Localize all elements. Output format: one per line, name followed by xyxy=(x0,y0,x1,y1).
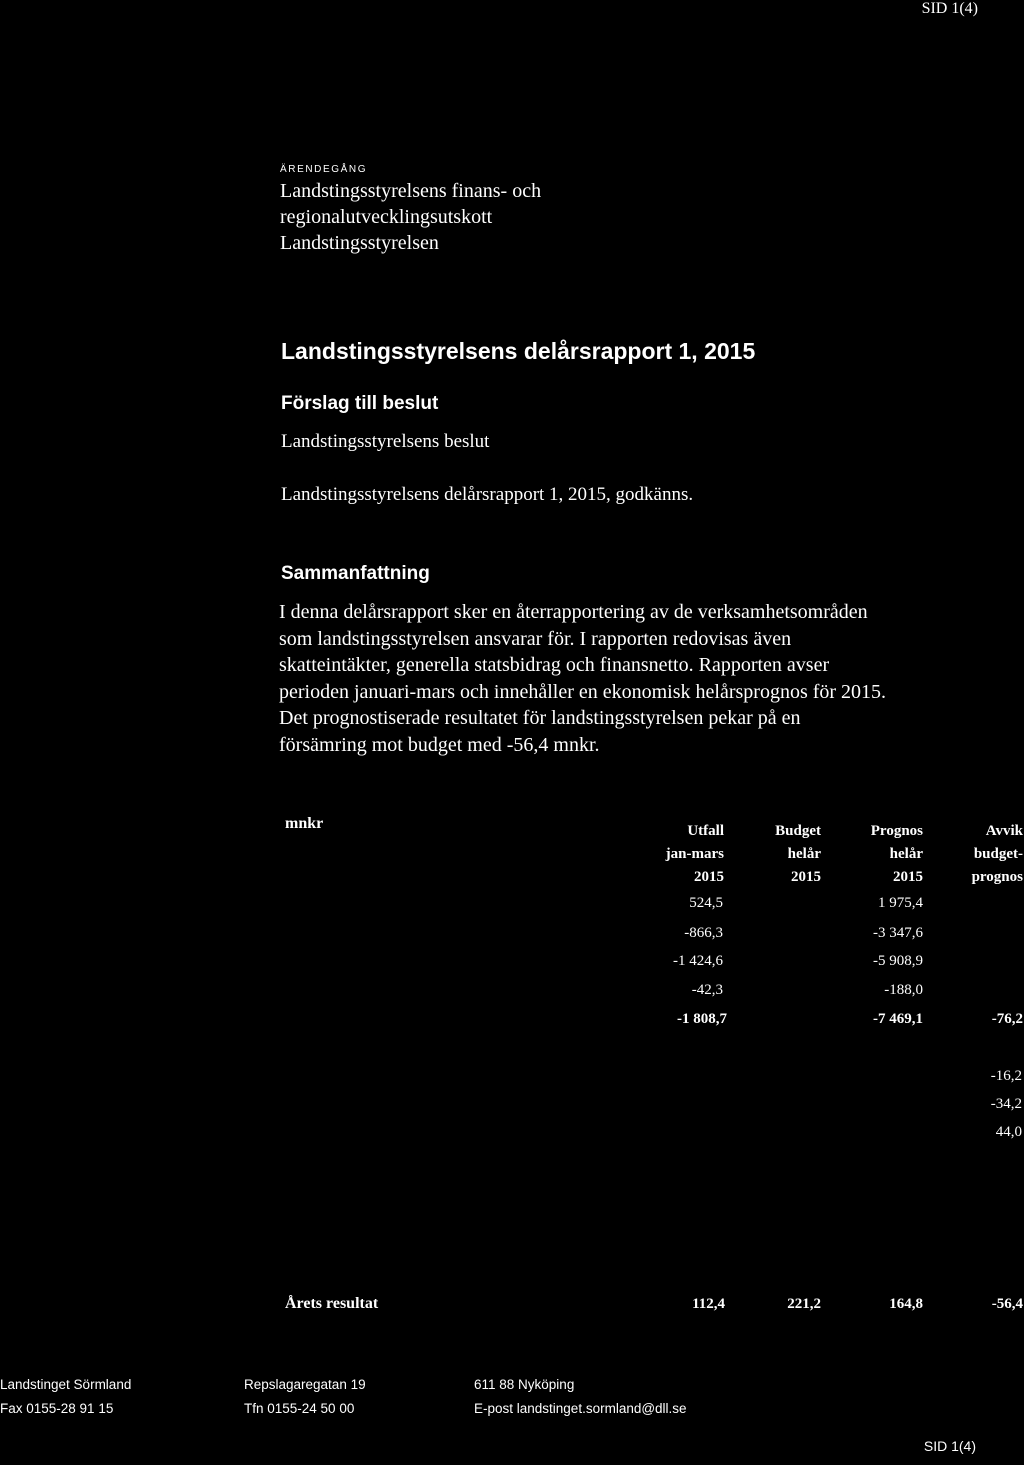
summary-line: skatteintäkter, generella statsbidrag och finansnetto. Rapporten avser xyxy=(279,654,830,676)
document-title: Landstingsstyrelsens delårsrapport 1, 2015 xyxy=(281,338,756,364)
routing-line: Landstingsstyrelsens finans- och xyxy=(280,180,542,202)
footer-street: Repslagaregatan 19 xyxy=(244,1377,366,1392)
result-cell: 164,8 xyxy=(889,1296,923,1312)
footer-postal-address: 611 88 Nyköping xyxy=(474,1377,575,1392)
decision-text: Landstingsstyrelsens delårsrapport 1, 2015, godkänns. xyxy=(281,484,694,505)
table-cell: -42,3 xyxy=(691,982,723,998)
result-cell: -56,4 xyxy=(991,1296,1023,1312)
summary-line: som landstingsstyrelsen ansvarar för. I rapporten redovisas även xyxy=(279,627,792,650)
summary-paragraph xyxy=(279,599,886,758)
footer-phone: Tfn 0155-24 50 00 xyxy=(244,1401,355,1416)
footer-email: E-post landstinget.sormland@dll.se xyxy=(474,1401,687,1416)
summary-line: försämring mot budget med -56,4 mnkr. xyxy=(279,733,600,756)
summary-heading: Sammanfattning xyxy=(281,563,430,584)
table-cell: -1 424,6 xyxy=(673,953,723,969)
table-cell: -76,2 xyxy=(991,1011,1023,1027)
column-header-avvik: Avvik budget- prognos xyxy=(971,823,1023,885)
page-number-footer: SID 1(4) xyxy=(923,1438,976,1454)
table-cell: -1 808,7 xyxy=(677,1011,727,1027)
summary-line: I denna delårsrapport sker en återrapportering av de verksamhetsområden xyxy=(279,601,868,623)
table-cell: 44,0 xyxy=(995,1124,1022,1140)
routing-line: Landstingsstyrelsen xyxy=(280,232,439,254)
column-header-utfall: Utfall jan-mars 2015 xyxy=(665,823,724,885)
table-cell: 1 975,4 xyxy=(878,895,923,911)
result-row-label: Årets resultat xyxy=(285,1295,379,1312)
decision-maker: Landstingsstyrelsens beslut xyxy=(281,431,490,452)
footer-fax: Fax 0155-28 91 15 xyxy=(0,1401,114,1416)
column-header-budget: Budget helår 2015 xyxy=(775,823,821,885)
table-cell: -7 469,1 xyxy=(873,1011,923,1027)
result-cell: 112,4 xyxy=(692,1296,725,1312)
summary-line: perioden januari-mars och innehåller en ekonomisk helårsprognos för 2015. xyxy=(279,680,887,703)
table-cell: 524,5 xyxy=(689,895,723,911)
table-cell: -3 347,6 xyxy=(873,925,923,941)
footer-organization: Landstinget Sörmland xyxy=(0,1377,132,1392)
summary-line: Det prognostiserade resultatet för landstingsstyrelsen pekar på en xyxy=(279,707,801,729)
table-cell: -34,2 xyxy=(990,1096,1022,1112)
column-header-prognos: Prognos helår 2015 xyxy=(870,823,923,885)
proposal-heading: Förslag till beslut xyxy=(281,393,439,414)
table-unit-label: mnkr xyxy=(285,815,324,832)
result-cell: 221,2 xyxy=(787,1296,821,1312)
routing-label: ÄRENDEGÅNG xyxy=(280,164,368,175)
table-cell: -866,3 xyxy=(684,925,723,941)
page-number: SID 1(4) xyxy=(921,0,978,17)
table-cell: -16,2 xyxy=(990,1068,1022,1084)
table-cell: -5 908,9 xyxy=(873,953,923,969)
table-cell: -188,0 xyxy=(884,982,923,998)
routing-line: regionalutvecklingsutskott xyxy=(280,206,493,228)
